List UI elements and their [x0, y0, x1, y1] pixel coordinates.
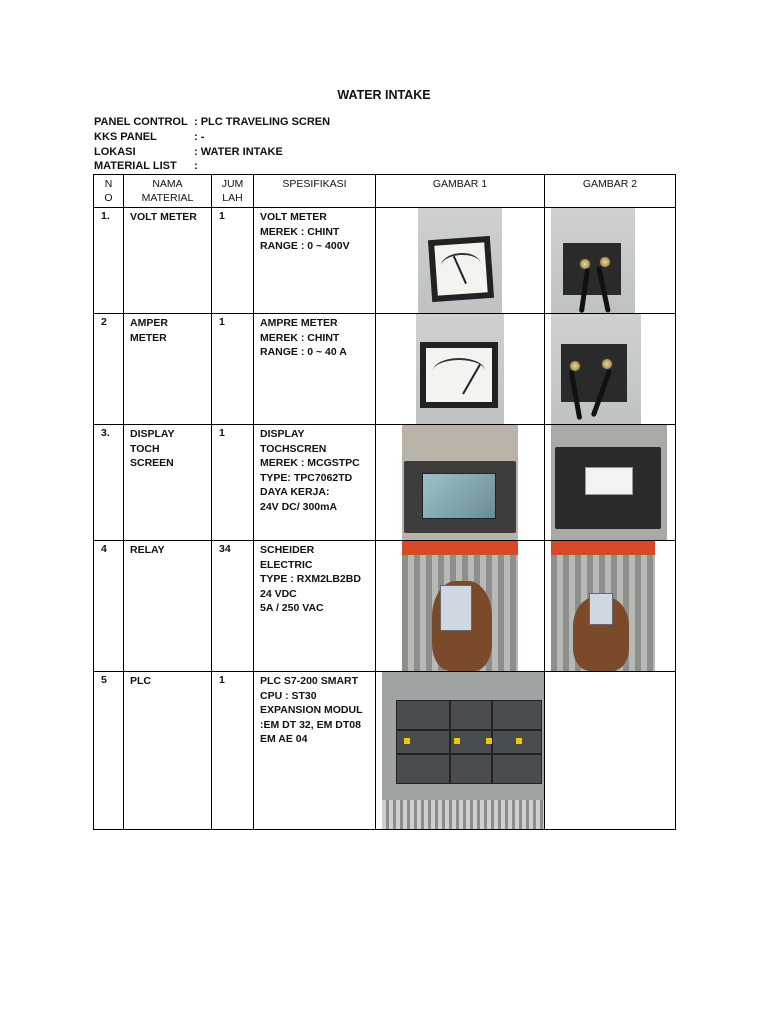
header-nama-material: NAMA MATERIAL — [124, 175, 212, 208]
row-no: 1. — [94, 208, 124, 314]
meta-lokasi — [94, 146, 283, 158]
row-gambar-1 — [376, 314, 545, 425]
material-table — [93, 174, 676, 830]
meta-panel-control — [94, 116, 330, 128]
row-nama: VOLT METER — [124, 208, 212, 314]
table-row — [94, 672, 676, 830]
row-gambar-1 — [376, 672, 545, 830]
row-gambar-2 — [545, 208, 676, 314]
meta-value: : WATER INTAKE — [194, 146, 283, 158]
row-spesifikasi: VOLT METER MEREK : CHINT RANGE : 0 ~ 400V — [254, 208, 376, 314]
meta-key: KKS PANEL — [94, 131, 157, 143]
table-row — [94, 541, 676, 672]
table-row — [94, 208, 676, 314]
row-gambar-1 — [376, 425, 545, 541]
row-spesifikasi: AMPRE METER MEREK : CHINT RANGE : 0 ~ 40 A — [254, 314, 376, 425]
row-no: 3. — [94, 425, 124, 541]
row-gambar-1 — [376, 541, 545, 672]
meta-value: : — [194, 160, 198, 172]
plc-photo — [382, 672, 544, 829]
relay-photo-2 — [551, 541, 655, 671]
header-gambar-1: GAMBAR 1 — [376, 175, 545, 208]
row-spesifikasi: PLC S7-200 SMART CPU : ST30 EXPANSION MODUL :EM DT 32, EM DT08 EM AE 04 — [254, 672, 376, 830]
meta-material-list — [94, 160, 198, 172]
row-jumlah: 34 — [212, 541, 254, 672]
row-no: 5 — [94, 672, 124, 830]
header-gambar-2: GAMBAR 2 — [545, 175, 676, 208]
table-row — [94, 314, 676, 425]
display-front-photo — [402, 425, 518, 540]
row-gambar-2 — [545, 541, 676, 672]
meta-key: PANEL CONTROL — [94, 116, 188, 128]
row-spesifikasi: DISPLAY TOCHSCREN MEREK : MCGSTPC TYPE: TPC7062TD DAYA KERJA: 24V DC/ 300mA — [254, 425, 376, 541]
document-title: WATER INTAKE — [337, 88, 431, 102]
row-nama: AMPER METER — [124, 314, 212, 425]
row-gambar-2 — [545, 672, 676, 830]
row-nama: RELAY — [124, 541, 212, 672]
meta-key: LOKASI — [94, 146, 136, 158]
relay-photo-1 — [402, 541, 518, 671]
volt-meter-back-photo — [551, 208, 635, 313]
row-jumlah: 1 — [212, 672, 254, 830]
row-jumlah: 1 — [212, 425, 254, 541]
row-gambar-2 — [545, 314, 676, 425]
row-jumlah: 1 — [212, 314, 254, 425]
amper-meter-front-photo — [416, 314, 504, 424]
volt-meter-front-photo — [418, 208, 502, 313]
meta-key: MATERIAL LIST — [94, 160, 177, 172]
table-header-row — [94, 175, 676, 208]
meta-kks-panel — [94, 131, 204, 143]
row-gambar-2 — [545, 425, 676, 541]
table-row — [94, 425, 676, 541]
row-no: 2 — [94, 314, 124, 425]
amper-meter-back-photo — [551, 314, 641, 424]
row-jumlah: 1 — [212, 208, 254, 314]
row-nama: PLC — [124, 672, 212, 830]
display-back-photo — [551, 425, 667, 540]
row-no: 4 — [94, 541, 124, 672]
row-spesifikasi: SCHEIDER ELECTRIC TYPE : RXM2LB2BD 24 VDC 5A / 250 VAC — [254, 541, 376, 672]
row-nama: DISPLAY TOCH SCREEN — [124, 425, 212, 541]
row-gambar-1 — [376, 208, 545, 314]
meta-value: : PLC TRAVELING SCREN — [194, 116, 331, 128]
header-jumlah: JUM LAH — [212, 175, 254, 208]
header-no: N O — [94, 175, 124, 208]
meta-value: : - — [194, 131, 205, 143]
header-spesifikasi: SPESIFIKASI — [254, 175, 376, 208]
